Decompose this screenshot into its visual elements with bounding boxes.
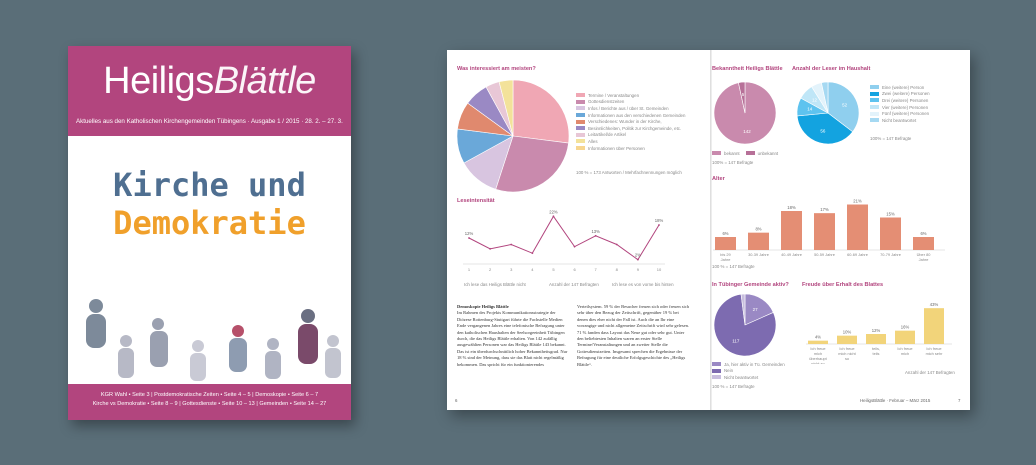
household-legend-label: Vier (weitere) Personen xyxy=(882,104,929,110)
joy-category-label: überhaupt xyxy=(809,356,827,361)
joy-bar xyxy=(895,331,915,344)
age-data-label: 6% xyxy=(722,231,729,236)
article-text-1: Im Rahmen des Projekts Kommunikationsstrategie der Diözese Rottenburg-Stuttgart führte die Fachstelle Medien Ende vergangenen Jahres eine telefonische Befragung unter den katholischen Haushalten der Seelsorgeeinheit Tübingen durch, die das Heiligs Blättle erhalten. Von 142 zufällig ausgewählten Personen war das Heiligs Blättle 143 bekannt. Das ist ein überdurchschnittlich hoher Bekanntheitsgrad. Nur 18 % sind der Meinung, dass sie das Blatt nicht regelmäßig bekommen. Das spricht für ein funktionierendes xyxy=(457,310,568,367)
article-heading: Demoskopie Heiligs Blättle xyxy=(457,304,509,309)
age-data-label: 21% xyxy=(853,198,862,204)
awareness-legend-label: bekannt xyxy=(724,150,740,156)
intensity-tick-label: 8 xyxy=(615,267,618,272)
household-legend-label: Nicht beantwortet xyxy=(882,117,917,123)
active-legend-item xyxy=(712,374,796,381)
awareness-legend-item xyxy=(712,150,740,157)
active-legend-label: Nicht beantwortet xyxy=(724,374,759,380)
age-data-label: 15% xyxy=(886,211,895,217)
joy-category-label: mich nicht xyxy=(838,351,856,356)
age-category-label: 70-79 Jahre xyxy=(880,252,901,257)
left-page-number: 6 xyxy=(455,398,458,403)
interests-legend-item xyxy=(576,99,700,106)
joy-category-label: Ich freue xyxy=(926,346,942,351)
intensity-point xyxy=(574,246,576,248)
household-legend-swatch xyxy=(870,118,879,122)
intensity-point xyxy=(553,215,555,217)
interests-legend-swatch xyxy=(576,120,585,124)
intensity-title: Leseintensität xyxy=(457,198,495,204)
intensity-data-label: 2% xyxy=(634,252,641,258)
interests-legend-label: Informationen aus den verschiedenen Gemeinden xyxy=(588,112,686,118)
intensity-tick-label: 4 xyxy=(531,267,534,272)
interests-legend-item xyxy=(576,145,700,152)
intensity-point xyxy=(595,235,597,237)
intensity-tick-label: 10 xyxy=(656,267,662,272)
intensity-point xyxy=(468,237,470,239)
age-data-label: 8% xyxy=(755,226,762,232)
interests-legend-label: Infos / Berichte aus / über St. Gemeinden xyxy=(588,105,669,111)
interests-legend-label: Besinnlichkeiten, Politik zur Kirchgemeinde, etc. xyxy=(588,125,682,131)
intensity-tick-label: 9 xyxy=(636,267,640,272)
age-bar xyxy=(781,211,802,250)
household-note: 100% = 147 Befragte xyxy=(870,136,912,141)
interests-legend-swatch xyxy=(576,106,585,110)
joy-bar xyxy=(924,308,944,344)
interests-title: Was interessiert am meisten? xyxy=(457,66,536,72)
intensity-point xyxy=(489,248,491,250)
cover-headline-line1: Kirche und xyxy=(113,166,306,204)
awareness-legend xyxy=(712,150,792,157)
age-data-label: 17% xyxy=(820,207,829,213)
joy-data-label: 12% xyxy=(871,328,881,333)
age-data-label: 18% xyxy=(787,205,796,210)
intensity-point xyxy=(616,244,618,246)
intensity-tick-label: 5 xyxy=(552,267,555,272)
interests-legend-label: Verschiedenes: Wunder in der Kirche, xyxy=(588,119,662,125)
joy-data-label: 16% xyxy=(900,324,910,330)
household-legend-label: Drei (weitere) Personen xyxy=(882,97,929,103)
household-legend-swatch xyxy=(870,112,879,116)
interests-legend-label: Informationen über Personen xyxy=(588,145,645,151)
joy-title: Freude über Erhalt des Blattes xyxy=(802,282,884,288)
intensity-data-label: 12% xyxy=(464,231,474,236)
joy-category-label: so xyxy=(844,356,850,361)
household-legend-swatch xyxy=(870,85,879,89)
joy-category-label: Ich freue xyxy=(810,346,826,351)
right-page-number: 7 xyxy=(958,398,961,403)
joy-category-label: teils, xyxy=(872,346,880,351)
cover-subtitle: Aktuelles aus den Katholischen Kirchengemeinden Tübingens · Ausgabe 1 / 2015 · 28. 2. – 27. 3. xyxy=(76,118,343,125)
age-bar xyxy=(715,237,736,250)
active-slice-label-1: 117 xyxy=(732,338,740,344)
household-legend-item xyxy=(870,117,954,124)
intensity-point xyxy=(637,259,639,261)
interests-legend-item xyxy=(576,92,700,99)
intensity-point xyxy=(658,224,660,226)
household-legend-swatch xyxy=(870,92,879,96)
age-bar xyxy=(880,218,901,251)
age-category-label: 40-49 Jahre xyxy=(781,252,802,257)
joy-category-label: Ich freue xyxy=(897,346,913,351)
active-legend-item xyxy=(712,361,796,368)
household-legend-item xyxy=(870,91,954,98)
age-bar xyxy=(847,205,868,251)
interests-legend-label: Leitartikel/de Artikel xyxy=(588,132,627,138)
awareness-legend-swatch xyxy=(746,151,755,155)
masthead-italic: Blättle xyxy=(213,60,316,102)
intensity-point xyxy=(531,252,533,254)
interests-legend-swatch xyxy=(576,139,585,143)
cover-crowd-illustration xyxy=(68,286,351,386)
cover-footer-line2: Kirche vs Demokratie • Seite 8 – 9 | Gottesdienste • Seite 10 – 13 | Gemeinden • Seite 14 – 27 xyxy=(92,401,327,407)
awareness-note: 100% = 147 Befragte xyxy=(712,160,754,165)
magazine-cover xyxy=(68,46,351,420)
household-slice-label-1: 56 xyxy=(820,128,826,134)
household-legend-item xyxy=(870,84,954,91)
active-note: 100 % = 147 Befragte xyxy=(712,384,755,389)
age-bar xyxy=(913,237,934,250)
awareness-slice-label-0: 142 xyxy=(743,128,751,134)
household-legend-item xyxy=(870,104,954,111)
household-legend-label: Fünf (weitere) Personen xyxy=(882,111,930,117)
interests-legend-item xyxy=(576,125,700,132)
active-title: In Tübinger Gemeinde aktiv? xyxy=(712,282,789,288)
awareness-pie xyxy=(712,80,778,146)
age-data-label: 6% xyxy=(920,231,927,236)
active-legend-label: Nein xyxy=(724,368,734,374)
interests-legend-swatch xyxy=(576,133,585,137)
joy-bar xyxy=(808,341,828,344)
joy-category-label: mich sehr xyxy=(925,351,943,356)
household-title: Anzahl der Leser im Haushalt xyxy=(792,66,871,72)
active-legend xyxy=(712,361,802,381)
age-bar xyxy=(748,233,769,250)
joy-category-label: mich xyxy=(900,351,910,356)
intensity-tick-label: 6 xyxy=(573,267,576,272)
household-slice-label-0: 52 xyxy=(842,102,848,108)
interests-legend-swatch xyxy=(576,93,585,97)
age-category-label: 50-59 Jahre xyxy=(814,252,835,257)
interests-legend-swatch xyxy=(576,126,585,130)
active-legend-item xyxy=(712,368,796,375)
intensity-left-note: Ich lese das Heiligs Blättle nicht xyxy=(464,282,526,287)
age-title: Alter xyxy=(712,176,725,182)
awareness-slice-label-1: 5 xyxy=(741,92,745,98)
joy-bar xyxy=(837,336,857,344)
household-legend xyxy=(870,84,960,124)
joy-data-label: 4% xyxy=(814,334,822,340)
interests-pie xyxy=(455,78,571,194)
active-pie xyxy=(712,292,778,358)
household-slice-label-2: 14 xyxy=(807,106,813,112)
intensity-data-label: 13% xyxy=(591,228,600,234)
intensity-data-label: 22% xyxy=(549,209,558,215)
intensity-point xyxy=(510,244,512,246)
interests-legend-item xyxy=(576,118,700,125)
age-category-label: Über 80 xyxy=(916,252,931,257)
age-bar xyxy=(814,213,835,250)
awareness-legend-swatch xyxy=(712,151,721,155)
interests-legend-label: Gottesdienstzeiten xyxy=(588,99,625,105)
active-legend-swatch xyxy=(712,369,721,373)
age-category-label: 30-39 Jahre xyxy=(748,252,769,257)
intensity-tick-label: 7 xyxy=(594,267,597,272)
interests-legend-item xyxy=(576,105,700,112)
joy-data-label: 43% xyxy=(929,302,939,308)
joy-note: Anzahl der 147 Befragten xyxy=(905,370,955,375)
intensity-line-chart xyxy=(455,206,673,276)
household-legend-label: Eine (weitere) Person xyxy=(882,84,925,90)
household-legend-item xyxy=(870,110,954,117)
intensity-tick-label: 1 xyxy=(467,267,471,272)
intensity-right-note: Ich lese es von vorne bis hinten xyxy=(612,282,674,287)
household-pie xyxy=(795,80,861,146)
active-legend-swatch xyxy=(712,362,721,366)
interests-legend-item xyxy=(576,138,700,145)
age-note: 100 % = 147 Befragte xyxy=(712,264,755,269)
household-legend-item xyxy=(870,97,954,104)
interests-note: 100 % = 173 Antworten / Mehrfachnennungen möglich xyxy=(576,170,682,175)
joy-category-label: mich xyxy=(813,351,823,356)
interests-legend-item xyxy=(576,112,700,119)
joy-bar-chart xyxy=(802,296,952,364)
active-legend-swatch xyxy=(712,375,721,379)
joy-category-label: teils xyxy=(872,351,880,356)
joy-category-label: Ich freue xyxy=(839,346,855,351)
article-text-2: Verteilsystem. 59 % der Besucher freuen sich oder freuen sich sehr über den Bezug der Zeitschrift, gegenüber 19 % bei denen dies eher nicht der Fall ist. Auch die an Ihr eine vorrangige und nicht allgemeine Zeitschrift wird sehr gelesen. 71 % fanden dass Layout das Neue gut oder sehr gut. Unter den beliebtesten Inhalten waren an erster Stelle Termine/Veranstaltungen und an zweiter Stelle die Gottesdienstzeiten. Insgesamt sprechen die Ergebnisse der Befragung für eine deutliche Erfolgsgeschichte des „Heiligs Blättle“. xyxy=(577,304,689,367)
interests-legend xyxy=(576,92,706,151)
household-legend-swatch xyxy=(870,105,879,109)
interests-legend-swatch xyxy=(576,100,585,104)
interests-legend-swatch xyxy=(576,146,585,150)
joy-data-label: 10% xyxy=(842,329,852,335)
article-column-1 xyxy=(457,304,569,368)
age-category-label: 60-69 Jahre xyxy=(847,252,868,257)
awareness-legend-item xyxy=(746,150,779,157)
age-bar-chart xyxy=(705,190,945,266)
interests-legend-swatch xyxy=(576,113,585,117)
intensity-tick-label: 2 xyxy=(488,267,492,272)
intensity-tick-label: 3 xyxy=(510,267,513,272)
household-legend-label: Zwei (weitere) Personen xyxy=(882,91,930,97)
right-page-footer: HeiligsBlättle · Februar – März 2015 xyxy=(860,398,931,403)
awareness-legend-label: unbekannt xyxy=(757,150,779,156)
joy-bar xyxy=(866,334,886,344)
age-category-label: Jahre xyxy=(918,257,929,262)
interests-legend-item xyxy=(576,132,700,139)
age-category-label: Jahre xyxy=(720,257,731,262)
active-slice-label-0: 27 xyxy=(752,306,758,312)
awareness-title: Bekanntheit Heiligs Blättle xyxy=(712,66,783,72)
interests-legend-label: Alles xyxy=(588,138,598,144)
masthead-bold: Heiligs xyxy=(103,60,214,102)
cover-headline-line2: Demokratie xyxy=(113,204,306,242)
cover-footer-line1: KGR Wahl • Seite 3 | Postdemokratische Zeiten • Seite 4 – 5 | Demoskopie • Seite 6 – 7 xyxy=(100,392,319,398)
household-slice-label-3: 12 xyxy=(811,97,818,103)
active-legend-label: Ja, hier aktiv in Tü. Gemeinden xyxy=(724,361,785,367)
interests-slice-0 xyxy=(513,80,569,143)
joy-category-label: nicht so xyxy=(811,361,825,364)
cover-masthead xyxy=(68,60,351,103)
cover-footer-band xyxy=(68,384,351,420)
age-category-label: bis 29 xyxy=(720,252,731,257)
intensity-data-label: 18% xyxy=(654,218,664,223)
household-legend-swatch xyxy=(870,98,879,102)
intensity-mid-note: Anzahl der 147 Befragten xyxy=(549,282,599,287)
intensity-series-line xyxy=(469,216,659,259)
interests-legend-label: Termine / Veranstaltungen xyxy=(588,92,640,98)
